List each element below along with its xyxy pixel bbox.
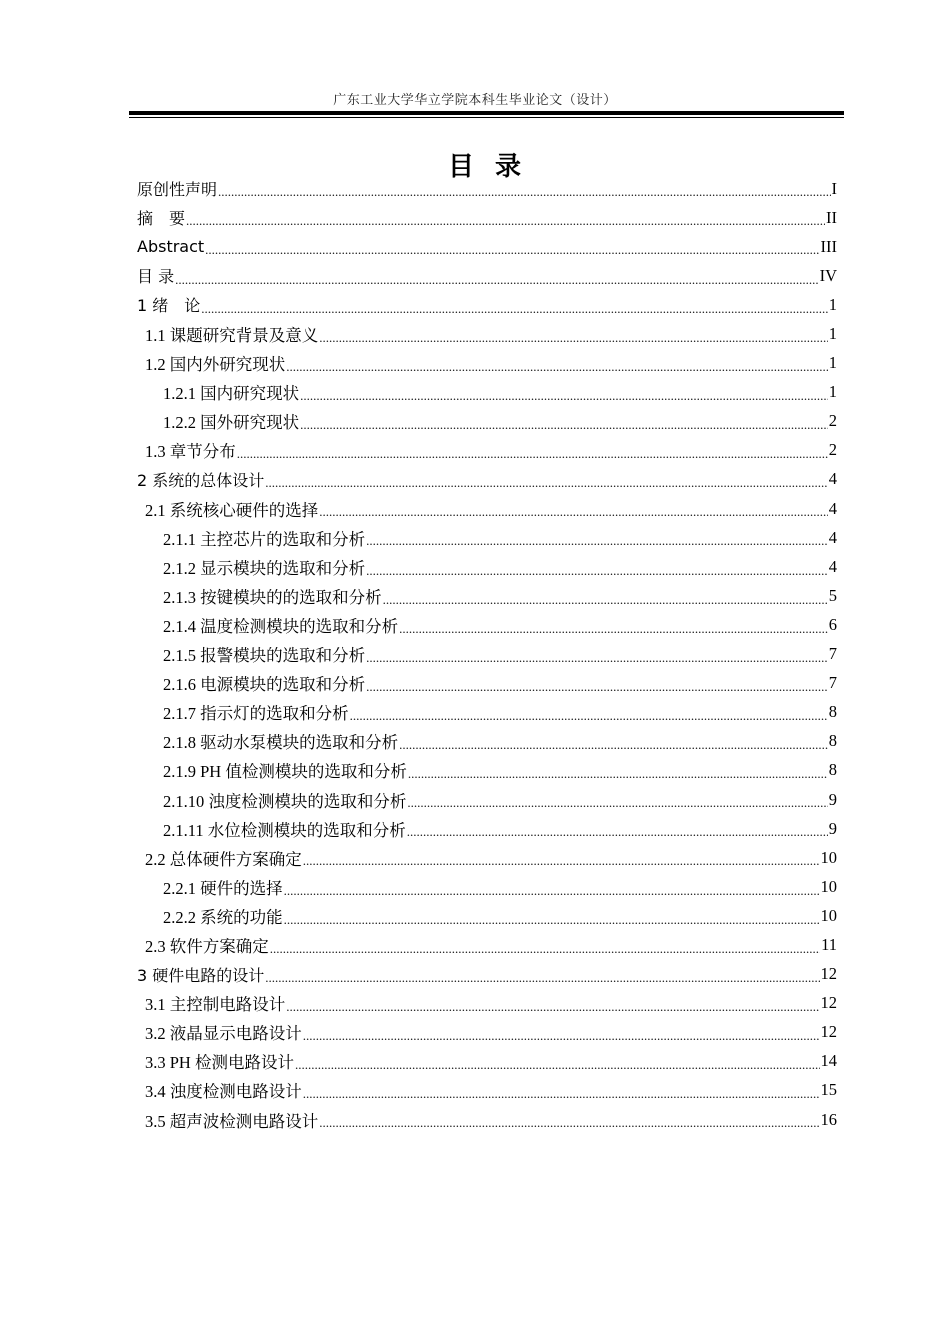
toc-entry[interactable] bbox=[137, 203, 837, 232]
dot-leader bbox=[270, 940, 820, 957]
toc-entry-title: 3.5 超声波检测电路设计 bbox=[145, 1111, 319, 1131]
toc-entry-title: 摘 要 bbox=[137, 209, 186, 229]
dot-leader bbox=[408, 765, 828, 782]
toc-page-number: 8 bbox=[828, 731, 837, 751]
toc-entry-title: 2.3 软件方案确定 bbox=[145, 936, 269, 956]
dot-leader bbox=[303, 852, 820, 869]
dot-leader bbox=[286, 998, 819, 1015]
toc-page-number: 1 bbox=[828, 382, 837, 402]
toc-entry[interactable] bbox=[137, 669, 837, 698]
dot-leader bbox=[407, 794, 827, 811]
toc-entry-title: 2.1.1 主控芯片的选取和分析 bbox=[163, 529, 366, 549]
toc-entry-title: 2.1.8 驱动水泵模块的选取和分析 bbox=[163, 733, 399, 753]
toc-entry[interactable] bbox=[137, 174, 837, 203]
toc-entry[interactable] bbox=[137, 960, 837, 989]
toc-entry[interactable] bbox=[137, 1018, 837, 1047]
dot-leader bbox=[284, 911, 820, 928]
dot-leader bbox=[319, 329, 828, 346]
toc-entry[interactable] bbox=[137, 1105, 837, 1134]
toc-entry-title: 2.1.5 报警模块的选取和分析 bbox=[163, 646, 366, 666]
dot-leader bbox=[286, 358, 828, 375]
toc-page-number: 4 bbox=[828, 556, 837, 576]
toc-entry-title: 1.2 国内外研究现状 bbox=[145, 355, 286, 375]
toc-entry[interactable] bbox=[137, 989, 837, 1018]
toc-page-number: 14 bbox=[820, 1051, 837, 1071]
toc-page-number: 4 bbox=[828, 527, 837, 547]
toc-page-number: 4 bbox=[828, 469, 837, 489]
toc-entry-title: 1.2.1 国内研究现状 bbox=[163, 384, 300, 404]
toc-entry[interactable] bbox=[137, 581, 837, 610]
page-header: 广东工业大学华立学院本科生毕业论文（设计） bbox=[333, 92, 617, 107]
toc-entry[interactable] bbox=[137, 552, 837, 581]
toc-page-number: 10 bbox=[820, 847, 837, 867]
toc-entry-title: Abstract bbox=[137, 237, 205, 257]
toc-entry-title: 2.1.3 按键模块的的选取和分析 bbox=[163, 587, 382, 607]
toc-entry-title: 2.1.11 水位检测模块的选取和分析 bbox=[163, 820, 406, 840]
toc-page-number: 7 bbox=[828, 644, 837, 664]
toc-page-number: 9 bbox=[828, 789, 837, 809]
toc-entry[interactable] bbox=[137, 698, 837, 727]
dot-leader bbox=[300, 416, 828, 433]
toc-entry[interactable] bbox=[137, 756, 837, 785]
toc-entry[interactable] bbox=[137, 640, 837, 669]
toc-entry[interactable] bbox=[137, 901, 837, 930]
toc-page-number: 1 bbox=[828, 294, 837, 314]
header-rule-thin bbox=[129, 117, 844, 118]
toc-page-number: 12 bbox=[820, 1022, 837, 1042]
toc-entry-title: 3.1 主控制电路设计 bbox=[145, 995, 286, 1015]
toc-entry-title: 1.3 章节分布 bbox=[145, 442, 236, 462]
toc-title: 目 录 bbox=[447, 152, 528, 182]
toc-entry[interactable] bbox=[137, 261, 837, 290]
toc-entry-title: 3.3 PH 检测电路设计 bbox=[145, 1053, 294, 1073]
toc-page-number: 9 bbox=[828, 818, 837, 838]
dot-leader bbox=[237, 445, 828, 462]
toc-page-number: 1 bbox=[828, 353, 837, 373]
dot-leader bbox=[303, 1085, 820, 1102]
dot-leader bbox=[265, 969, 819, 986]
toc-entry-title: 2.1.4 温度检测模块的选取和分析 bbox=[163, 616, 399, 636]
toc-page-number: 7 bbox=[828, 673, 837, 693]
dot-leader bbox=[366, 562, 828, 579]
toc-page-number: 11 bbox=[821, 934, 837, 954]
toc-entry-title: 3 硬件电路的设计 bbox=[137, 965, 265, 985]
toc-entry[interactable] bbox=[137, 523, 837, 552]
dot-leader bbox=[284, 882, 820, 899]
toc-page-number: 10 bbox=[820, 905, 837, 925]
header-rule-thick bbox=[129, 111, 844, 115]
dot-leader bbox=[399, 736, 828, 753]
toc-entry[interactable] bbox=[137, 610, 837, 639]
toc-entry-title: 2.1.10 浊度检测模块的选取和分析 bbox=[163, 791, 407, 811]
dot-leader bbox=[265, 474, 827, 491]
toc-entry-title: 2.2 总体硬件方案确定 bbox=[145, 849, 302, 869]
toc-entry[interactable] bbox=[137, 407, 837, 436]
toc-entry-title: 原创性声明 bbox=[137, 180, 218, 200]
dot-leader bbox=[303, 1027, 820, 1044]
toc-page-number: III bbox=[820, 236, 837, 256]
toc-entry-title: 2.1.6 电源模块的选取和分析 bbox=[163, 675, 366, 695]
dot-leader bbox=[366, 532, 828, 549]
toc-entry[interactable] bbox=[137, 378, 837, 407]
toc-page-number: 5 bbox=[828, 585, 837, 605]
dot-leader bbox=[201, 300, 827, 317]
dot-leader bbox=[218, 183, 830, 200]
toc-page-number: 1 bbox=[828, 324, 837, 344]
dot-leader bbox=[295, 1056, 820, 1073]
toc-page-number: 6 bbox=[828, 614, 837, 634]
toc-entry-title: 3.4 浊度检测电路设计 bbox=[145, 1082, 302, 1102]
toc-entry-title: 2.1.7 指示灯的选取和分析 bbox=[163, 704, 349, 724]
toc-entry[interactable] bbox=[137, 727, 837, 756]
toc-page-number: 12 bbox=[820, 964, 837, 984]
dot-leader bbox=[350, 707, 828, 724]
toc-page-number: II bbox=[826, 207, 837, 227]
toc-entry[interactable] bbox=[137, 232, 837, 261]
toc-page-number: IV bbox=[819, 265, 837, 285]
toc-entry[interactable] bbox=[137, 872, 837, 901]
toc-page-number: I bbox=[831, 178, 837, 198]
toc-page-number: 15 bbox=[820, 1080, 837, 1100]
dot-leader bbox=[319, 503, 828, 520]
toc-entry-title: 2.1.9 PH 值检测模块的选取和分析 bbox=[163, 762, 407, 782]
toc-entry-title: 2 系统的总体设计 bbox=[137, 470, 265, 490]
toc-page-number: 2 bbox=[828, 411, 837, 431]
toc-entry[interactable] bbox=[137, 349, 837, 378]
toc-entry[interactable] bbox=[137, 785, 837, 814]
dot-leader bbox=[175, 271, 818, 288]
toc-entry[interactable] bbox=[137, 843, 837, 872]
toc-entry-title: 目 录 bbox=[137, 267, 175, 287]
toc-entry[interactable] bbox=[137, 1076, 837, 1105]
toc-page-number: 8 bbox=[828, 760, 837, 780]
toc-entry[interactable] bbox=[137, 1047, 837, 1076]
toc-entry-title: 1 绪 论 bbox=[137, 296, 201, 316]
toc-entry[interactable] bbox=[137, 319, 837, 348]
toc-entry-title: 2.2.1 硬件的选择 bbox=[163, 878, 283, 898]
dot-leader bbox=[383, 591, 828, 608]
toc-page-number: 2 bbox=[828, 440, 837, 460]
dot-leader bbox=[366, 649, 828, 666]
toc-entry-title: 1.2.2 国外研究现状 bbox=[163, 413, 300, 433]
dot-leader bbox=[399, 620, 828, 637]
table-of-contents bbox=[137, 174, 837, 1134]
toc-entry[interactable] bbox=[137, 465, 837, 494]
toc-entry-title: 2.1 系统核心硬件的选择 bbox=[145, 500, 319, 520]
toc-entry-title: 3.2 液晶显示电路设计 bbox=[145, 1024, 302, 1044]
dot-leader bbox=[319, 1114, 819, 1131]
toc-page-number: 8 bbox=[828, 702, 837, 722]
dot-leader bbox=[366, 678, 828, 695]
toc-entry-title: 1.1 课题研究背景及意义 bbox=[145, 326, 319, 346]
toc-entry[interactable] bbox=[137, 290, 837, 319]
toc-entry-title: 2.2.2 系统的功能 bbox=[163, 907, 283, 927]
toc-page-number: 16 bbox=[820, 1109, 837, 1129]
dot-leader bbox=[300, 387, 828, 404]
toc-entry-title: 2.1.2 显示模块的选取和分析 bbox=[163, 558, 366, 578]
dot-leader bbox=[205, 241, 819, 258]
toc-entry[interactable] bbox=[137, 930, 837, 959]
toc-entry[interactable] bbox=[137, 436, 837, 465]
toc-entry[interactable] bbox=[137, 494, 837, 523]
toc-page-number: 10 bbox=[820, 876, 837, 896]
dot-leader bbox=[186, 212, 825, 229]
toc-entry[interactable] bbox=[137, 814, 837, 843]
toc-page-number: 4 bbox=[828, 498, 837, 518]
toc-page-number: 12 bbox=[820, 993, 837, 1013]
dot-leader bbox=[407, 823, 828, 840]
